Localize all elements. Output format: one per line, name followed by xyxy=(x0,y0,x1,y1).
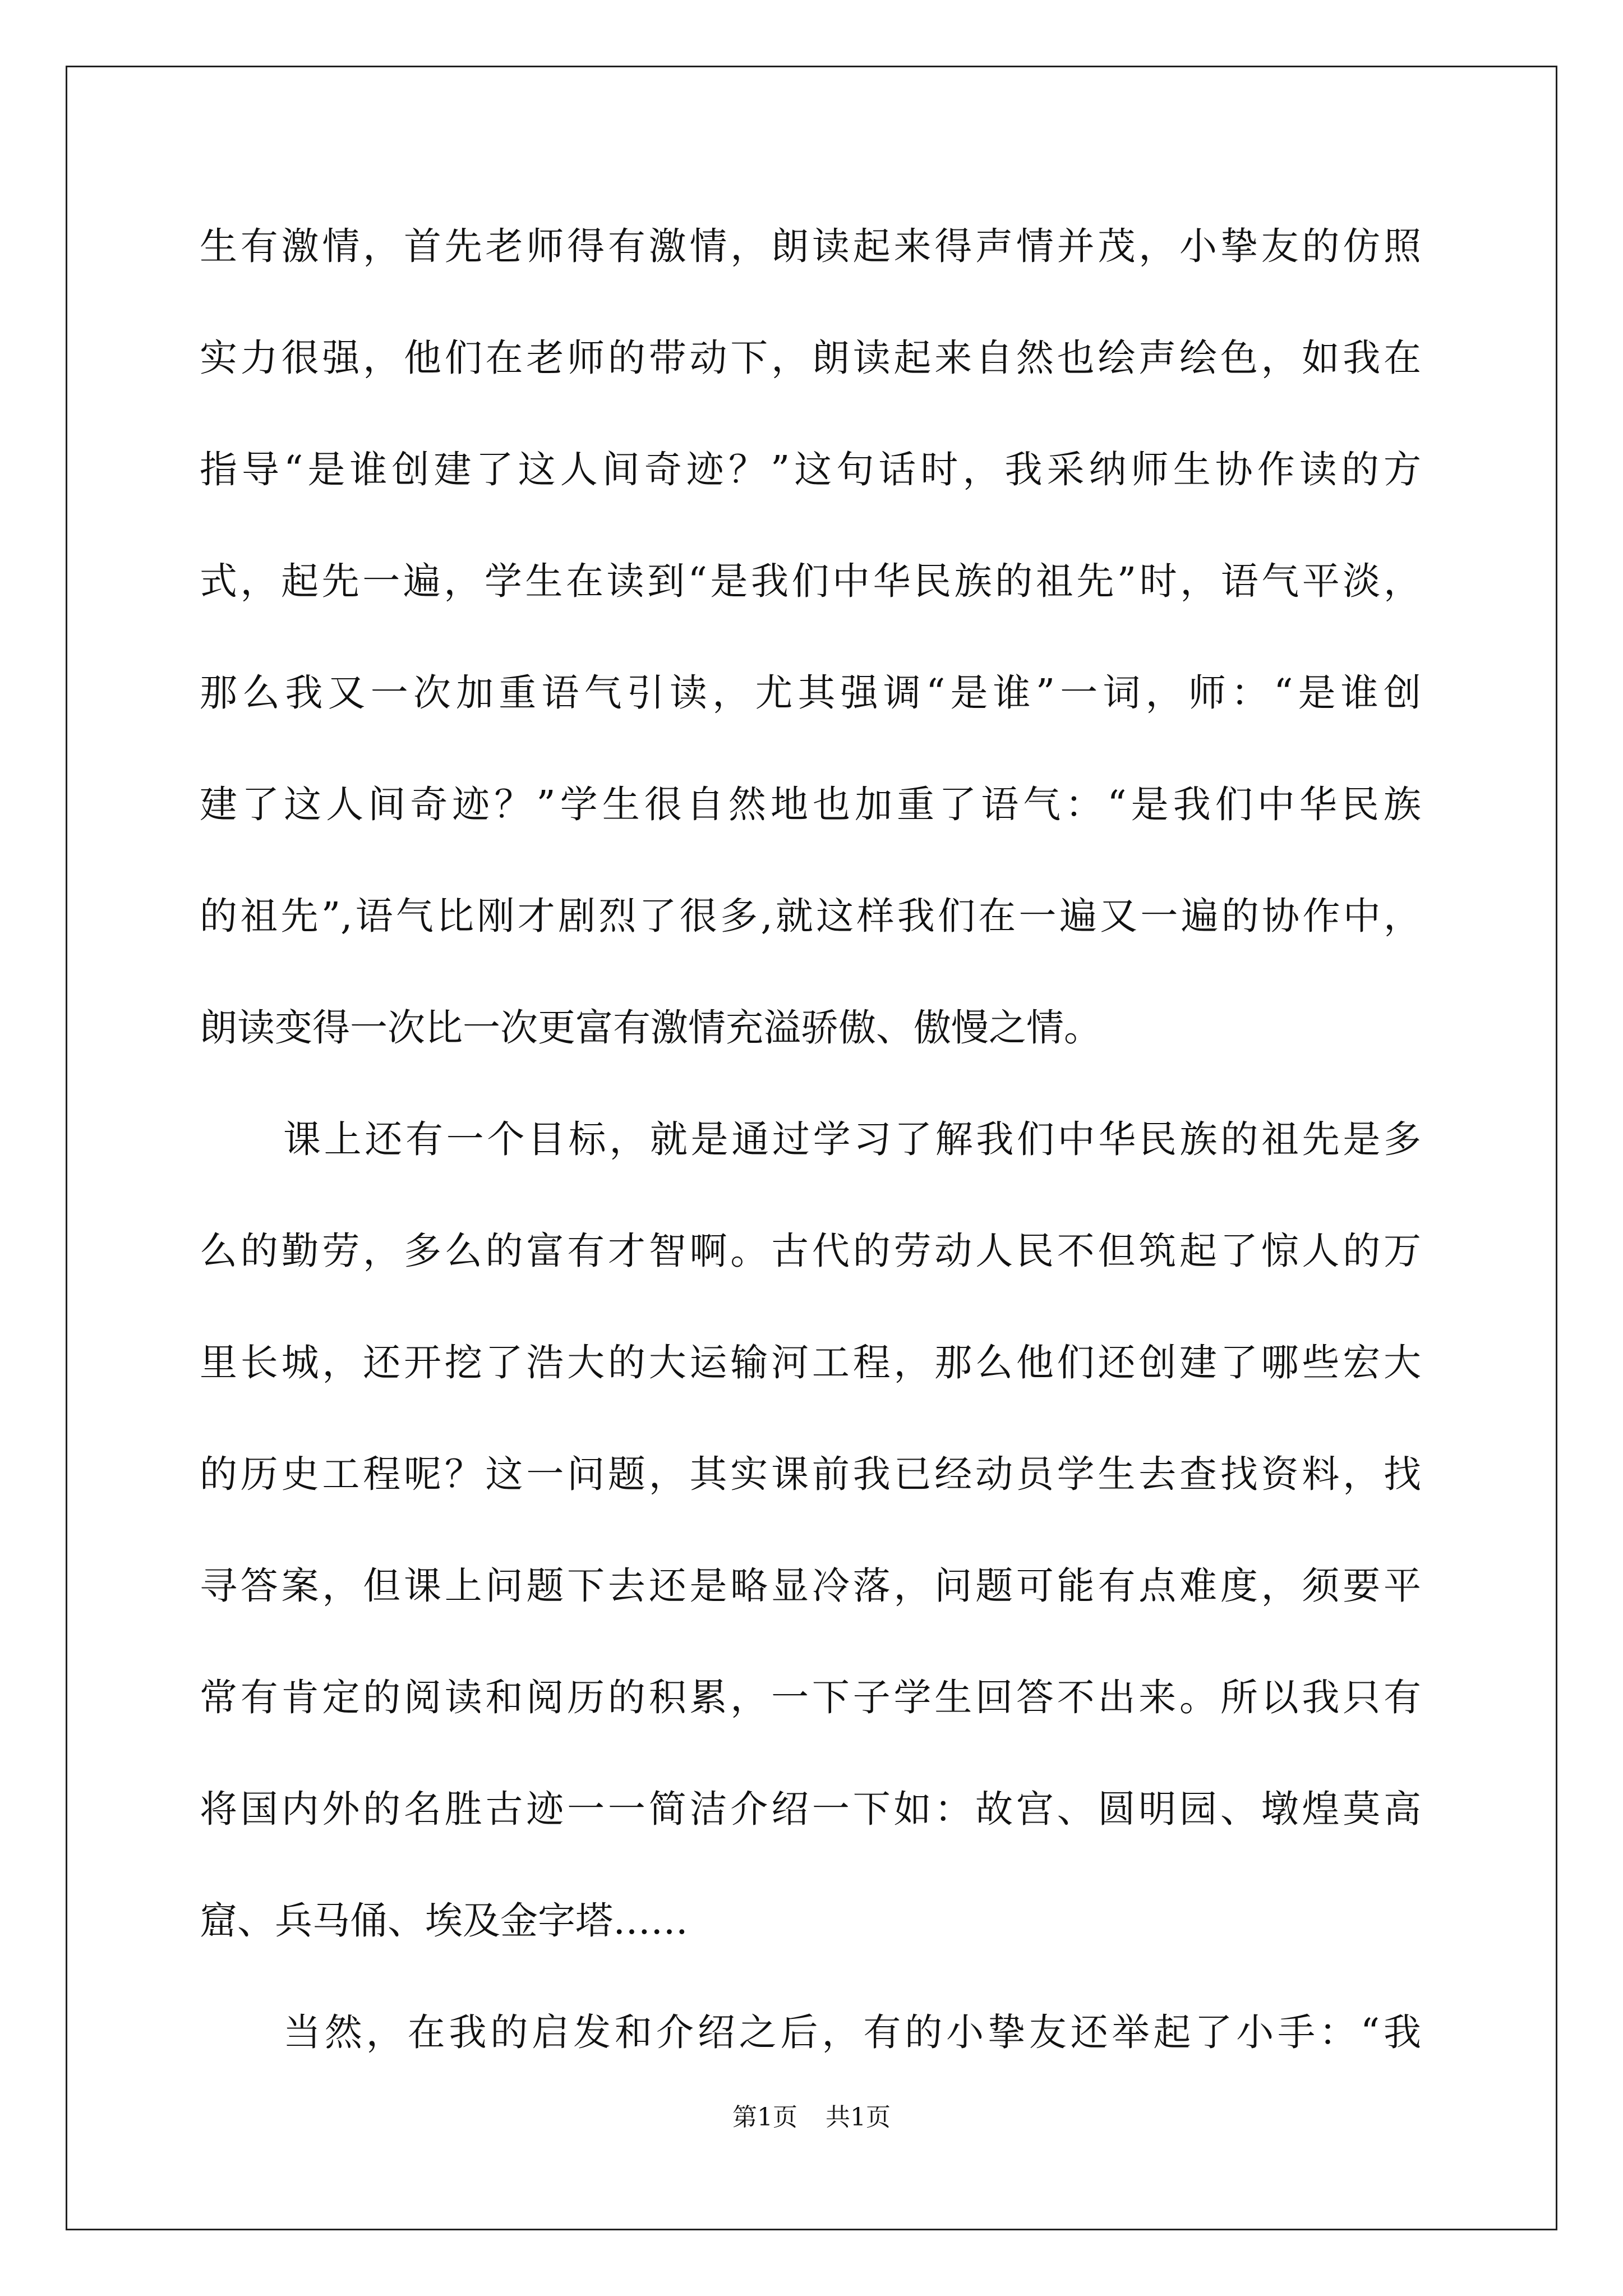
text-line-13: 寻答案，但课上问题下去还是略显冷落，问题可能有点难度，须要平 xyxy=(200,1564,1421,1608)
page-footer xyxy=(0,2101,1623,2134)
text-line-17: 当然，在我的启发和介绍之后，有的小挚友还举起了小手：“我 xyxy=(283,2010,1421,2054)
text-line-8: 朗读变得一次比一次更富有激情充溢骄傲、傲慢之情。 xyxy=(200,1006,1101,1050)
page-number-total: 共1页 xyxy=(826,2103,891,2132)
text-line-2: 实力很强，他们在老师的带动下，朗读起来自然也绘声绘色，如我在 xyxy=(200,336,1421,380)
text-line-1: 生有激情，首先老师得有激情，朗读起来得声情并茂，小挚友的仿照 xyxy=(200,224,1421,268)
text-line-14: 常有肯定的阅读和阅历的积累，一下子学生回答不出来。所以我只有 xyxy=(200,1676,1421,1719)
text-line-3: 指导“是谁创建了这人间奇迹？”这句话时，我采纳师生协作读的方 xyxy=(200,448,1421,491)
page-number-current: 第1页 xyxy=(732,2103,797,2132)
text-line-16: 窟、兵马俑、埃及金字塔…… xyxy=(200,1899,688,1943)
text-line-6: 建了这人间奇迹？”学生很自然地也加重了语气：“是我们中华民族 xyxy=(200,783,1421,826)
text-line-11: 里长城，还开挖了浩大的大运输河工程，那么他们还创建了哪些宏大 xyxy=(200,1341,1421,1384)
text-line-10: 么的勤劳，多么的富有才智啊。古代的劳动人民不但筑起了惊人的万 xyxy=(200,1229,1421,1273)
text-line-15: 将国内外的名胜古迹一一简洁介绍一下如：故宫、圆明园、墩煌莫高 xyxy=(200,1787,1421,1831)
text-line-12: 的历史工程呢？这一问题，其实课前我已经动员学生去查找资料，找 xyxy=(200,1452,1421,1496)
text-line-5: 那么我又一次加重语气引读，尤其强调“是谁”一词，师：“是谁创 xyxy=(200,671,1421,715)
text-line-9: 课上还有一个目标，就是通过学习了解我们中华民族的祖先是多 xyxy=(283,1117,1421,1161)
text-line-4: 式，起先一遍，学生在读到“是我们中华民族的祖先”时，语气平淡， xyxy=(200,559,1421,603)
text-line-7: 的祖先”,语气比刚才剧烈了很多,就这样我们在一遍又一遍的协作中， xyxy=(200,894,1421,938)
